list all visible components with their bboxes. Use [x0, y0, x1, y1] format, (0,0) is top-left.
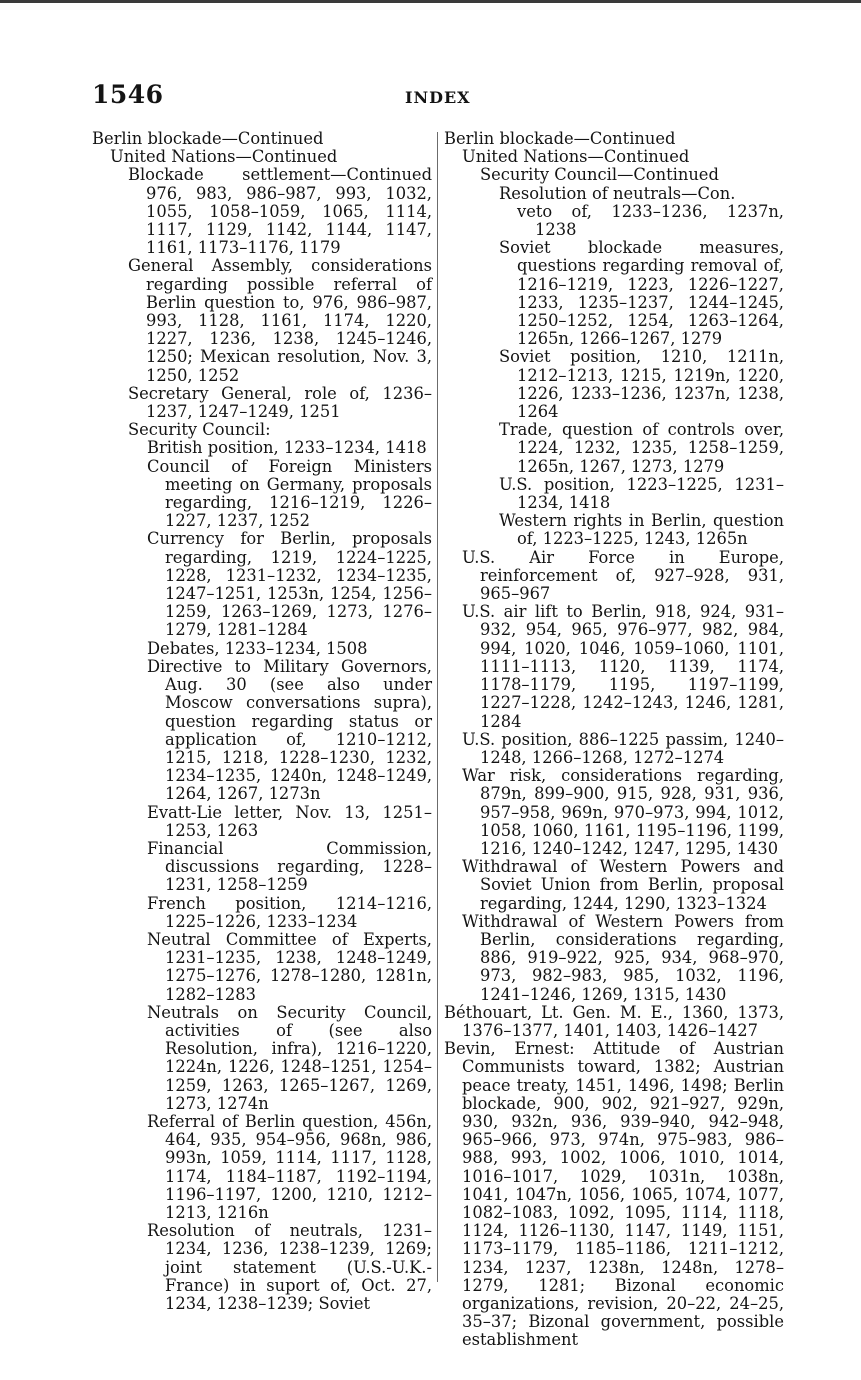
- index-entry: Neutral Committee of Experts, 1231–1235, 1238, 1248–1249, 1275–1276, 1278–1280, 1281n, 1282–1283: [147, 929, 432, 1004]
- index-entry: Béthouart, Lt. Gen. M. E., 1360, 1373, 1376–1377, 1401, 1403, 1426–1427: [444, 1002, 784, 1040]
- index-entry: Security Council:: [128, 420, 271, 440]
- index-entry: General Assembly, considerations regarding possible referral of Berlin question to, 976, 986–987, 993, 1128, 1161, 1174, 1220, 1227, 1236, 1238, 1245–1246, 1250; Mexican resolution, Nov. 3, 1250, 1252: [128, 256, 432, 385]
- index-entry: Withdrawal of Western Powers from Berlin, considerations regarding, 886, 919–922, 925, 934, 968–970, 973, 982–983, 985, 1032, 1196, 1241–1246, 1269, 1315, 1430: [462, 911, 784, 1004]
- index-entry: Referral of Berlin question, 456n, 464, 935, 954–956, 968n, 986, 993n, 1059, 1114, 1117, 1128, 1174, 1184–1187, 1192–1194, 1196–1197, 1200, 1210, 1212–1213, 1216n: [147, 1111, 432, 1222]
- index-entry: United Nations—Continued: [462, 147, 690, 167]
- index-entry: Berlin blockade—Continued: [444, 129, 676, 148]
- index-entry: U.S. position, 886–1225 passim, 1240–1248, 1266–1268, 1272–1274: [462, 729, 784, 767]
- index-entry: Soviet blockade measures, questions regarding removal of, 1216–1219, 1223, 1226–1227, 1233, 1235–1237, 1244–1245, 1250–1252, 1254, 1263–1264, 1265n, 1266–1267, 1279: [499, 238, 784, 349]
- index-entry: Currency for Berlin, proposals regarding, 1219, 1224–1225, 1228, 1231–1232, 1234–1235, 1247–1251, 1253n, 1254, 1256–1259, 1263–1269, 1273, 1276–1279, 1281–1284: [147, 529, 432, 640]
- index-entry: veto of, 1233–1236, 1237n, 1238: [517, 201, 784, 240]
- index-entry: Secretary General, role of, 1236–1237, 1247–1249, 1251: [128, 383, 432, 422]
- index-entry: Resolution of neutrals—Con.: [499, 183, 736, 203]
- index-entry: French position, 1214–1216, 1225–1226, 1233–1234: [147, 893, 432, 931]
- index-column-right: [444, 130, 784, 1350]
- index-entry: Berlin blockade—Continued: [92, 129, 324, 148]
- index-column-left: [92, 130, 432, 1313]
- index-entry: War risk, considerations regarding, 879n, 899–900, 915, 928, 931, 936, 957–958, 969n, 970–973, 994, 1012, 1058, 1060, 1161, 1195–1196, 1199, 1216, 1240–1242, 1247, 1295, 1430: [462, 766, 784, 858]
- page-top-edge: [0, 0, 861, 3]
- index-entry: Neutrals on Security Council, activities of (see also Resolution, infra), 1216–1220, 1224n, 1226, 1248–1251, 1254–1259, 1263, 1265–1267, 1269, 1273, 1274n: [147, 1002, 432, 1113]
- column-divider: [437, 132, 438, 1282]
- index-entry: Trade, question of controls over, 1224, 1232, 1235, 1258–1259, 1265n, 1267, 1273, 1279: [499, 420, 784, 476]
- index-entry: Resolution of neutrals, 1231–1234, 1236, 1238–1239, 1269; joint statement (U.S.-U.K.-France) in suport of, Oct. 27, 1234, 1238–1239; Soviet: [147, 1221, 432, 1313]
- index-entry: Directive to Military Governors, Aug. 30 (see also under Moscow conversations supra), question regarding status or application of, 1210–1212, 1215, 1218, 1228–1230, 1232, 1234–1235, 1240n, 1248–1249, 1264, 1267, 1273n: [147, 656, 432, 804]
- index-entry: Council of Foreign Ministers meeting on Germany, proposals regarding, 1216–1219, 1226–1227, 1237, 1252: [147, 456, 432, 531]
- index-entry: Evatt-Lie letter, Nov. 13, 1251–1253, 1263: [147, 802, 432, 840]
- index-entry: Debates, 1233–1234, 1508: [147, 638, 368, 658]
- page-number: 1546: [92, 80, 164, 109]
- running-head: INDEX: [405, 88, 471, 107]
- index-entry: Soviet position, 1210, 1211n, 1212–1213, 1215, 1219n, 1220, 1226, 1233–1236, 1237n, 1238, 1264: [499, 347, 784, 422]
- index-entry: United Nations—Continued: [110, 147, 338, 167]
- index-entry: Financial Commission, discussions regarding, 1228–1231, 1258–1259: [147, 838, 432, 895]
- index-entry: U.S. position, 1223–1225, 1231–1234, 1418: [499, 474, 784, 513]
- index-entry: Western rights in Berlin, question of, 1223–1225, 1243, 1265n: [499, 511, 784, 549]
- index-entry: Withdrawal of Western Powers and Soviet Union from Berlin, proposal regarding, 1244, 1290, 1323–1324: [462, 857, 784, 913]
- index-entry: British position, 1233–1234, 1418: [147, 438, 427, 458]
- index-entry: U.S. Air Force in Europe, reinforcement of, 927–928, 931, 965–967: [462, 547, 784, 604]
- index-entry: Bevin, Ernest: Attitude of Austrian Communists toward, 1382; Austrian peace treaty, 1451, 1496, 1498; Berlin blockade, 900, 902, 921–927, 929n, 930, 932n, 936, 939–940, 942–948, 965–966, 973, 974n, 975–983, 986–988, 993, 1002, 1006, 1010, 1014, 1016–1017, 1029, 1031n, 1038n, 1041, 1047n, 1056, 1065, 1074, 1077, 1082–1083, 1092, 1095, 1114, 1118, 1124, 1126–1130, 1147, 1149, 1151, 1173–1179, 1185–1186, 1211–1212, 1234, 1237, 1238n, 1248n, 1278–1279, 1281; Bizonal economic organizations, revision, 20–22, 24–25, 35–37; Bizonal government, possible establishment: [444, 1039, 784, 1350]
- index-entry: Blockade settlement—Continued 976, 983, 986–987, 993, 1032, 1055, 1058–1059, 1065, 1114, 1117, 1129, 1142, 1144, 1147, 1161, 1173–1176, 1179: [128, 165, 432, 258]
- index-entry: U.S. air lift to Berlin, 918, 924, 931–932, 954, 965, 976–977, 982, 984, 994, 1020, 1046, 1059–1060, 1101, 1111–1113, 1120, 1139, 1174, 1178–1179, 1195, 1197–1199, 1227–1228, 1242–1243, 1246, 1281, 1284: [462, 602, 784, 731]
- index-entry: Security Council—Continued: [480, 165, 719, 185]
